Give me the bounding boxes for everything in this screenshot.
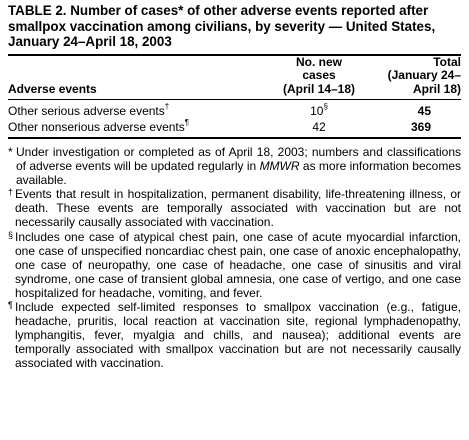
footnote-mark: † bbox=[8, 187, 14, 198]
table-row bbox=[8, 119, 461, 135]
footnote-text-after: as more information becomes available. bbox=[16, 159, 461, 188]
header-new-cases-line1: No. new bbox=[295, 54, 342, 69]
row-new-cases bbox=[263, 119, 365, 135]
header-new-cases-line3: (April 14–18) bbox=[282, 81, 356, 96]
row-new-cases-mark: § bbox=[323, 102, 328, 111]
table-bottom-rule bbox=[8, 137, 461, 139]
adverse-events-table bbox=[8, 56, 461, 100]
header-total-line1: Total bbox=[433, 54, 461, 69]
table-title: TABLE 2. Number of cases* of other adverse events reported after smallpox vaccination among civilians, by severity — United States, January 24–April 18, 2003 bbox=[8, 3, 436, 49]
footnotes bbox=[8, 145, 461, 371]
row-label-mark: † bbox=[164, 102, 170, 111]
row-label bbox=[8, 119, 263, 135]
row-total: 369 bbox=[410, 120, 431, 134]
table-header bbox=[8, 56, 461, 100]
footnote-text: Includes one case of atypical chest pain, one case of acute myocardial infarction, one case of unspecified noncardiac chest pain, one case of anoxic encephalopathy, one case of neuropathy, one case of headache, one case of sinusitis and viral syndrome, one case of transient global amnesia, one case of vertigo, and one case hospitalized for headache, vomiting, and fever. bbox=[15, 229, 461, 300]
footnote-text bbox=[16, 145, 461, 187]
row-new-cases bbox=[263, 100, 365, 119]
footnote-mark: ¶ bbox=[8, 300, 13, 311]
header-total bbox=[365, 56, 461, 100]
row-label bbox=[8, 100, 263, 119]
footnote-text-before: Under investigation or completed as of April 18, 2003; numbers and classifications of adverse events will be updated regularly in bbox=[16, 145, 461, 174]
footnote-pilcrow bbox=[8, 300, 461, 370]
table-row bbox=[8, 100, 461, 119]
adverse-events-body bbox=[8, 100, 461, 135]
footnote-mark: § bbox=[8, 229, 14, 240]
row-label-text: Other nonserious adverse events bbox=[8, 120, 185, 134]
row-new-cases-value: 10 bbox=[310, 104, 324, 118]
row-label-mark: ¶ bbox=[184, 118, 190, 127]
header-new-cases-line2: cases bbox=[302, 68, 336, 82]
footnote-text: Events that result in hospitalization, permanent disability, life-threatening illness, or death. These events are temporally associated with vaccination but are not necessarily causally associated with vaccination. bbox=[15, 187, 461, 230]
footnote-mark: * bbox=[8, 145, 13, 159]
row-label-text: Other serious adverse events bbox=[8, 104, 165, 118]
footnote-italic: MMWR bbox=[259, 159, 300, 174]
header-new-cases bbox=[263, 56, 365, 100]
header-total-line3: April 18) bbox=[412, 81, 461, 96]
footnote-text: Include expected self-limited responses to smallpox vaccination (e.g., fatigue, headache, pruritis, local reaction at vaccination site, regional lymphadenopathy, lymphangitis, fever, myalgia and chills, and nausea); additional events are temporally associated with smallpox vaccination but are not necessarily causally associated with vaccination. bbox=[15, 300, 461, 371]
footnote-asterisk bbox=[8, 145, 461, 187]
footnote-dagger bbox=[8, 187, 461, 229]
row-new-cases-value: 42 bbox=[312, 120, 326, 134]
header-adverse-events: Adverse events bbox=[8, 81, 97, 96]
header-total-line2: (January 24– bbox=[387, 68, 461, 82]
footnote-section bbox=[8, 230, 461, 300]
row-total: 45 bbox=[417, 104, 431, 118]
